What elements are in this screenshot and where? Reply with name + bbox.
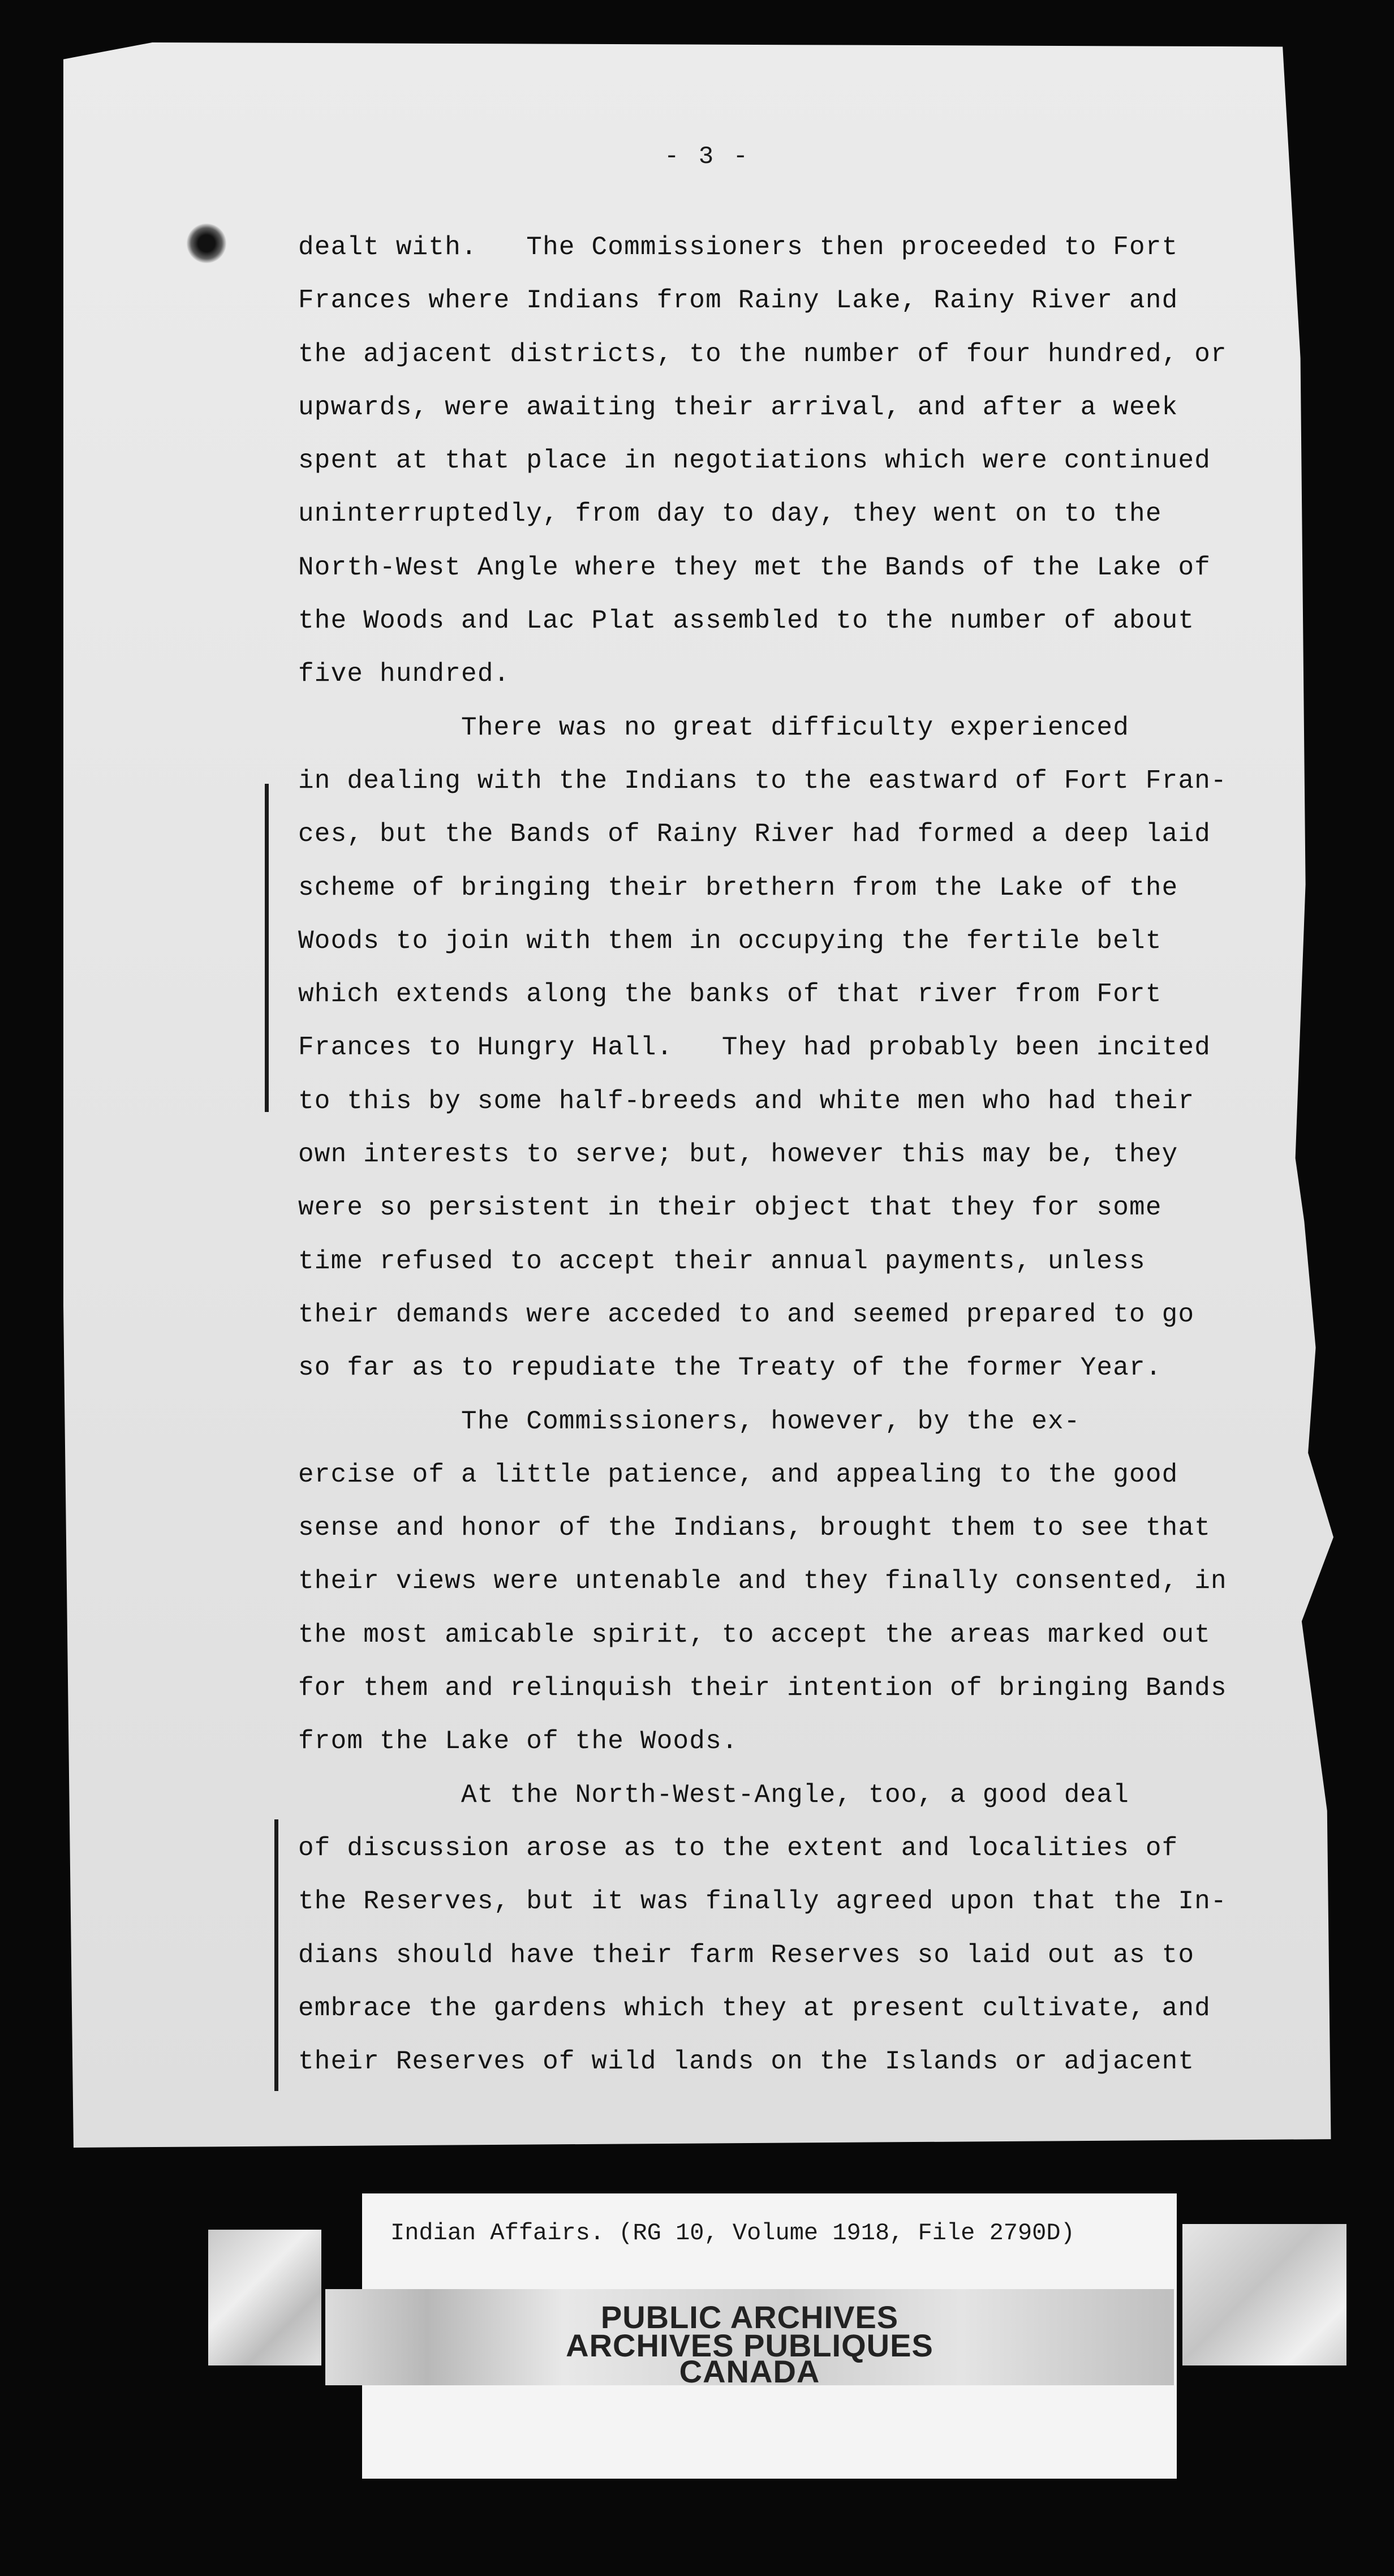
text-line: uninterruptedly, from day to day, they went on to the xyxy=(298,499,1162,529)
text-line: scheme of bringing their brethern from the Lake of the xyxy=(298,873,1178,903)
text-line: of discussion arose as to the extent and localities of xyxy=(298,1833,1178,1863)
text-line: North-West Angle where they met the Bands of the Lake of xyxy=(298,552,1211,582)
archive-stamp-line: PUBLIC ARCHIVES xyxy=(600,2299,899,2335)
archive-stamp xyxy=(325,2289,1174,2389)
text-line: sense and honor of the Indians, brought them to see that xyxy=(298,1513,1211,1543)
typed-text-body xyxy=(298,221,1260,2088)
text-line: were so persistent in their object that they for some xyxy=(298,1193,1162,1223)
text-line: own interests to serve; but, however this may be, they xyxy=(298,1140,1178,1170)
text-line: The Commissioners, however, by the ex- xyxy=(298,1406,1081,1436)
text-line: Frances where Indians from Rainy Lake, Rainy River and xyxy=(298,286,1178,316)
text-line: At the North-West-Angle, too, a good deal xyxy=(298,1780,1130,1810)
text-line: the Reserves, but it was finally agreed upon that the In- xyxy=(298,1887,1227,1917)
ink-stain xyxy=(187,224,226,263)
text-line: so far as to repudiate the Treaty of the former Year. xyxy=(298,1353,1162,1383)
text-line: dians should have their farm Reserves so laid out as to xyxy=(298,1940,1195,1970)
text-line: upwards, were awaiting their arrival, and after a week xyxy=(298,392,1178,422)
text-line: their views were untenable and they finally consented, in xyxy=(298,1566,1227,1596)
text-line: There was no great difficulty experienced xyxy=(298,712,1130,742)
text-line: their Reserves of wild lands on the Islands or adjacent xyxy=(298,2047,1195,2077)
text-line: the most amicable spirit, to accept the areas marked out xyxy=(298,1620,1211,1650)
tape-left xyxy=(208,2230,321,2365)
archive-stamp-line: CANADA xyxy=(679,2354,820,2389)
text-line: to this by some half-breeds and white men who had their xyxy=(298,1086,1195,1116)
margin-mark xyxy=(274,1819,278,2091)
archive-target-lower xyxy=(362,2391,1177,2479)
text-line: ces, but the Bands of Rainy River had formed a deep laid xyxy=(298,819,1211,849)
archive-reference: Indian Affairs. (RG 10, Volume 1918, File 2790D) xyxy=(390,2219,1075,2247)
text-line: which extends along the banks of that river from Fort xyxy=(298,980,1162,1010)
text-line: Frances to Hungry Hall. They had probably been incited xyxy=(298,1033,1211,1063)
archive-stamp-line: ARCHIVES PUBLIQUES xyxy=(566,2328,933,2363)
margin-mark xyxy=(265,784,269,1112)
text-line: embrace the gardens which they at present cultivate, and xyxy=(298,1993,1211,2023)
text-line: in dealing with the Indians to the eastward of Fort Fran- xyxy=(298,766,1227,796)
text-line: for them and relinquish their intention of bringing Bands xyxy=(298,1673,1227,1703)
text-line: time refused to accept their annual payments, unless xyxy=(298,1246,1146,1276)
text-line: dealt with. The Commissioners then proceeded to Fort xyxy=(298,233,1178,262)
text-line: ercise of a little patience, and appealing to the good xyxy=(298,1459,1178,1489)
page-number: - 3 - xyxy=(664,143,751,171)
tape-right xyxy=(1182,2224,1346,2365)
text-line: the adjacent districts, to the number of four hundred, or xyxy=(298,339,1227,369)
text-line: their demands were acceded to and seemed prepared to go xyxy=(298,1299,1195,1329)
text-line: Woods to join with them in occupying the fertile belt xyxy=(298,926,1162,956)
text-line: from the Lake of the Woods. xyxy=(298,1727,738,1757)
text-line: five hundred. xyxy=(298,659,510,689)
text-line: the Woods and Lac Plat assembled to the number of about xyxy=(298,606,1195,636)
text-line: spent at that place in negotiations which were continued xyxy=(298,446,1211,476)
